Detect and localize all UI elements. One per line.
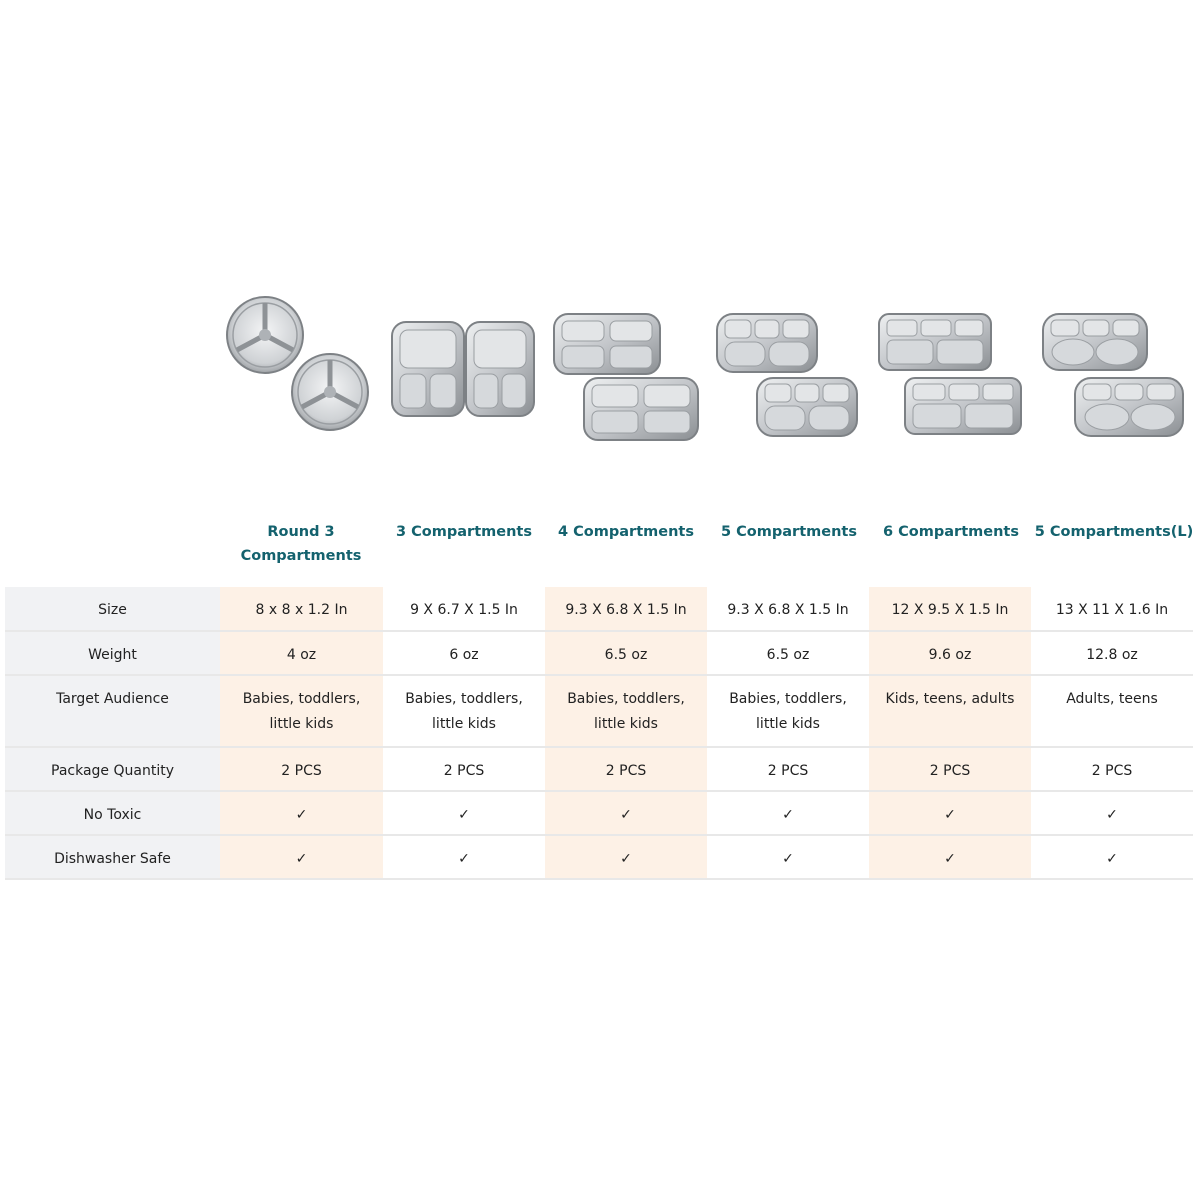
cell-value: 12.8 oz	[1086, 647, 1138, 663]
table-row	[5, 791, 1193, 835]
cell-value: 9 X 6.7 X 1.5 In	[410, 602, 518, 618]
row-label: Dishwasher Safe	[5, 835, 220, 879]
cell-value: 6 oz	[449, 647, 479, 663]
column-header-line: Compartments	[240, 548, 362, 564]
table-cell	[383, 587, 545, 631]
5-compartment-large-trays-image	[1035, 290, 1195, 450]
cell-value: 2 PCS	[929, 763, 971, 779]
4-compartment-trays-image	[550, 290, 710, 450]
table-cell	[1031, 587, 1193, 631]
checkmark-icon: ✓	[1106, 807, 1118, 823]
table-cell	[869, 587, 1031, 631]
cell-line: Babies, toddlers,	[567, 691, 685, 707]
table-cell	[869, 835, 1031, 879]
cell-line: little kids	[269, 716, 334, 732]
checkmark-icon: ✓	[782, 851, 794, 867]
table-cell	[1031, 791, 1193, 835]
table-row	[5, 835, 1193, 879]
table-cell	[220, 675, 383, 747]
cell-value: 9.3 X 6.8 X 1.5 In	[565, 602, 687, 618]
table-cell	[869, 747, 1031, 791]
table-cell	[383, 675, 545, 747]
cell-value: 6.5 oz	[766, 647, 810, 663]
comparison-table	[5, 587, 1193, 880]
table-cell	[707, 791, 869, 835]
table-cell	[1031, 675, 1193, 747]
table-cell	[545, 791, 707, 835]
table-cell	[707, 631, 869, 675]
table-cell	[545, 675, 707, 747]
column-header-line: Round 3	[267, 524, 335, 540]
column-header-round-3	[220, 520, 382, 568]
table-cell	[220, 631, 383, 675]
table-cell	[545, 587, 707, 631]
cell-value: 9.6 oz	[928, 647, 972, 663]
cell-value: 6.5 oz	[604, 647, 648, 663]
product-images	[220, 290, 1195, 450]
column-header-5: 5 Compartments	[721, 524, 857, 540]
table-cell	[707, 675, 869, 747]
table-cell	[383, 791, 545, 835]
checkmark-icon: ✓	[295, 851, 308, 867]
column-header-6: 6 Compartments	[883, 524, 1019, 540]
row-label: Weight	[5, 631, 220, 675]
table-cell	[383, 747, 545, 791]
cell-line: Babies, toddlers,	[729, 691, 847, 707]
row-label: Target Audience	[5, 675, 220, 747]
column-header-4: 4 Compartments	[558, 524, 694, 540]
table-cell	[220, 791, 383, 835]
table-cell	[383, 631, 545, 675]
row-label: Size	[5, 587, 220, 631]
cell-value: 4 oz	[286, 647, 317, 663]
checkmark-icon: ✓	[1106, 851, 1118, 867]
table-cell	[869, 791, 1031, 835]
cell-value: 2 PCS	[443, 763, 485, 779]
cell-value: 2 PCS	[1091, 763, 1133, 779]
table-row	[5, 747, 1193, 791]
cell-line: Babies, toddlers,	[405, 691, 523, 707]
cell-line: Adults, teens	[1066, 691, 1158, 707]
cell-value: 2 PCS	[605, 763, 647, 779]
checkmark-icon: ✓	[944, 851, 956, 867]
checkmark-icon: ✓	[782, 807, 794, 823]
cell-value: 2 PCS	[767, 763, 809, 779]
table-cell	[220, 747, 383, 791]
checkmark-icon: ✓	[295, 807, 308, 823]
checkmark-icon: ✓	[620, 807, 632, 823]
table-row	[5, 675, 1193, 747]
column-header-row	[220, 520, 1195, 585]
cell-line: little kids	[756, 716, 820, 732]
6-compartment-trays-image	[875, 290, 1035, 450]
table-cell	[869, 631, 1031, 675]
table-cell	[545, 747, 707, 791]
cell-line: Kids, teens, adults	[885, 691, 1015, 707]
row-label: Package Quantity	[5, 747, 220, 791]
table-cell	[1031, 747, 1193, 791]
cell-value: 2 PCS	[281, 763, 322, 779]
3-compartment-trays-image	[388, 290, 538, 450]
cell-line: little kids	[432, 716, 496, 732]
cell-value: 12 X 9.5 X 1.5 In	[891, 602, 1009, 618]
5-compartment-trays-image	[713, 290, 873, 450]
table-cell	[545, 835, 707, 879]
table-cell	[220, 835, 383, 879]
table-cell	[869, 675, 1031, 747]
table-cell	[220, 587, 383, 631]
cell-value: 9.3 X 6.8 X 1.5 In	[727, 602, 849, 618]
table-cell	[707, 835, 869, 879]
row-label: No Toxic	[5, 791, 220, 835]
cell-line: Babies, toddlers,	[242, 691, 361, 707]
table-cell	[1031, 835, 1193, 879]
cell-line: little kids	[594, 716, 658, 732]
table-cell	[383, 835, 545, 879]
cell-value: 13 X 11 X 1.6 In	[1055, 602, 1169, 618]
table-row	[5, 587, 1193, 631]
table-cell	[545, 631, 707, 675]
checkmark-icon: ✓	[620, 851, 632, 867]
column-header-5-large: 5 Compartments(L)	[1034, 524, 1194, 540]
round-3-compartment-plates-image	[225, 290, 385, 450]
table-cell	[707, 747, 869, 791]
table-row	[5, 631, 1193, 675]
table-cell	[1031, 631, 1193, 675]
column-header-3: 3 Compartments	[396, 524, 532, 540]
checkmark-icon: ✓	[458, 851, 470, 867]
cell-value: 8 x 8 x 1.2 In	[255, 602, 348, 618]
checkmark-icon: ✓	[458, 807, 470, 823]
table-cell	[707, 587, 869, 631]
checkmark-icon: ✓	[944, 807, 956, 823]
